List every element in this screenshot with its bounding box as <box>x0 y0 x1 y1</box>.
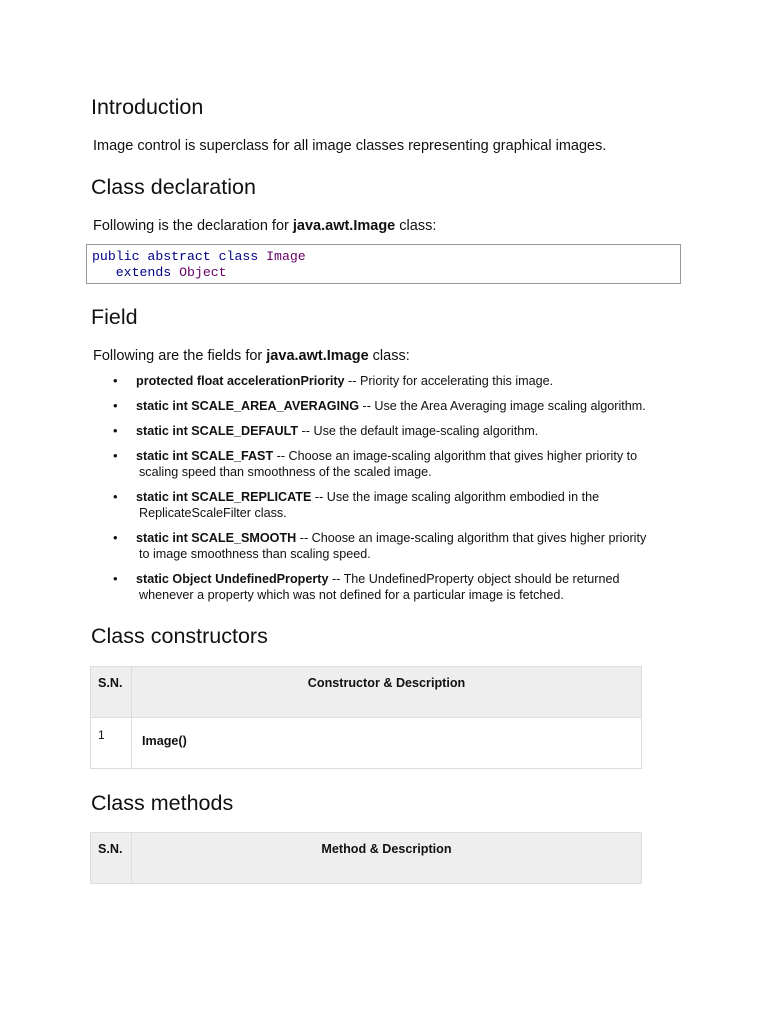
field-class-name: java.awt.Image <box>266 348 369 364</box>
column-header-description: Constructor & Description <box>132 667 642 718</box>
code-kw-abstract: abstract <box>147 249 211 264</box>
list-item <box>113 571 675 603</box>
field-desc: -- Use the Area Averaging image scaling algorithm. <box>359 399 646 413</box>
bullet-icon: • <box>113 489 118 504</box>
field-desc-continued: to image smoothness than scaling speed. <box>139 547 371 561</box>
table-header-row <box>91 667 642 718</box>
field-desc: -- Use the image scaling algorithm embodied in the <box>311 490 600 504</box>
code-kw-extends: extends <box>115 265 172 280</box>
field-text-after: class: <box>368 348 410 364</box>
methods-table <box>90 832 642 884</box>
field-desc-continued: whenever a property which was not defined for a particular image is fetched. <box>139 588 564 602</box>
table-row <box>91 718 642 769</box>
row-description: Image() <box>132 718 642 769</box>
field-name: static Object UndefinedProperty <box>136 572 329 586</box>
declaration-text-after: class: <box>395 218 437 234</box>
bullet-icon: • <box>113 571 118 586</box>
field-name: protected float accelerationPriority <box>136 374 345 388</box>
field-name: static int SCALE_REPLICATE <box>136 490 312 504</box>
bullet-icon: • <box>113 373 118 388</box>
field-name: static int SCALE_SMOOTH <box>136 531 297 545</box>
field-desc: -- Use the default image-scaling algorithm. <box>298 424 539 438</box>
field-desc: -- Choose an image-scaling algorithm that gives higher priority <box>296 531 647 545</box>
heading-introduction: Introduction <box>91 95 204 119</box>
field-name: static int SCALE_FAST <box>136 449 274 463</box>
list-item <box>113 373 675 389</box>
introduction-text: Image control is superclass for all image classes representing graphical images. <box>93 138 607 154</box>
declaration-class-name: java.awt.Image <box>292 218 396 234</box>
heading-class-methods: Class methods <box>91 791 234 815</box>
field-desc-continued: ReplicateScaleFilter class. <box>139 506 287 520</box>
column-header-description: Method & Description <box>132 833 642 884</box>
heading-field: Field <box>91 305 138 329</box>
list-item <box>113 423 675 439</box>
field-name: static int SCALE_AREA_AVERAGING <box>136 399 359 413</box>
field-text-before: Following are the fields for <box>93 348 267 364</box>
declaration-text <box>93 217 436 235</box>
field-intro-text <box>93 347 410 365</box>
code-block <box>86 244 681 284</box>
constructors-table <box>90 666 642 769</box>
field-list <box>113 373 675 612</box>
list-item <box>113 489 675 521</box>
column-header-sn: S.N. <box>91 667 132 718</box>
bullet-icon: • <box>113 398 118 413</box>
table-header-row <box>91 833 642 884</box>
row-sn: 1 <box>91 718 132 769</box>
field-desc-continued: scaling speed than smoothness of the scaled image. <box>139 465 432 479</box>
column-header-sn: S.N. <box>91 833 132 884</box>
field-desc: -- The UndefinedProperty object should be returned <box>328 572 620 586</box>
list-item <box>113 530 675 562</box>
field-desc: -- Priority for accelerating this image. <box>344 374 554 388</box>
code-type-object: Object <box>179 265 227 280</box>
declaration-text-before: Following is the declaration for <box>93 218 293 234</box>
list-item <box>113 448 675 480</box>
bullet-icon: • <box>113 448 118 463</box>
field-name: static int SCALE_DEFAULT <box>136 424 299 438</box>
heading-class-declaration: Class declaration <box>91 175 256 199</box>
code-kw-public: public <box>92 249 140 264</box>
bullet-icon: • <box>113 423 118 438</box>
code-kw-class: class <box>218 249 259 264</box>
bullet-icon: • <box>113 530 118 545</box>
heading-class-constructors: Class constructors <box>91 624 268 648</box>
list-item <box>113 398 675 414</box>
code-type-image: Image <box>266 249 306 264</box>
field-desc: -- Choose an image-scaling algorithm that gives higher priority to <box>273 449 638 463</box>
